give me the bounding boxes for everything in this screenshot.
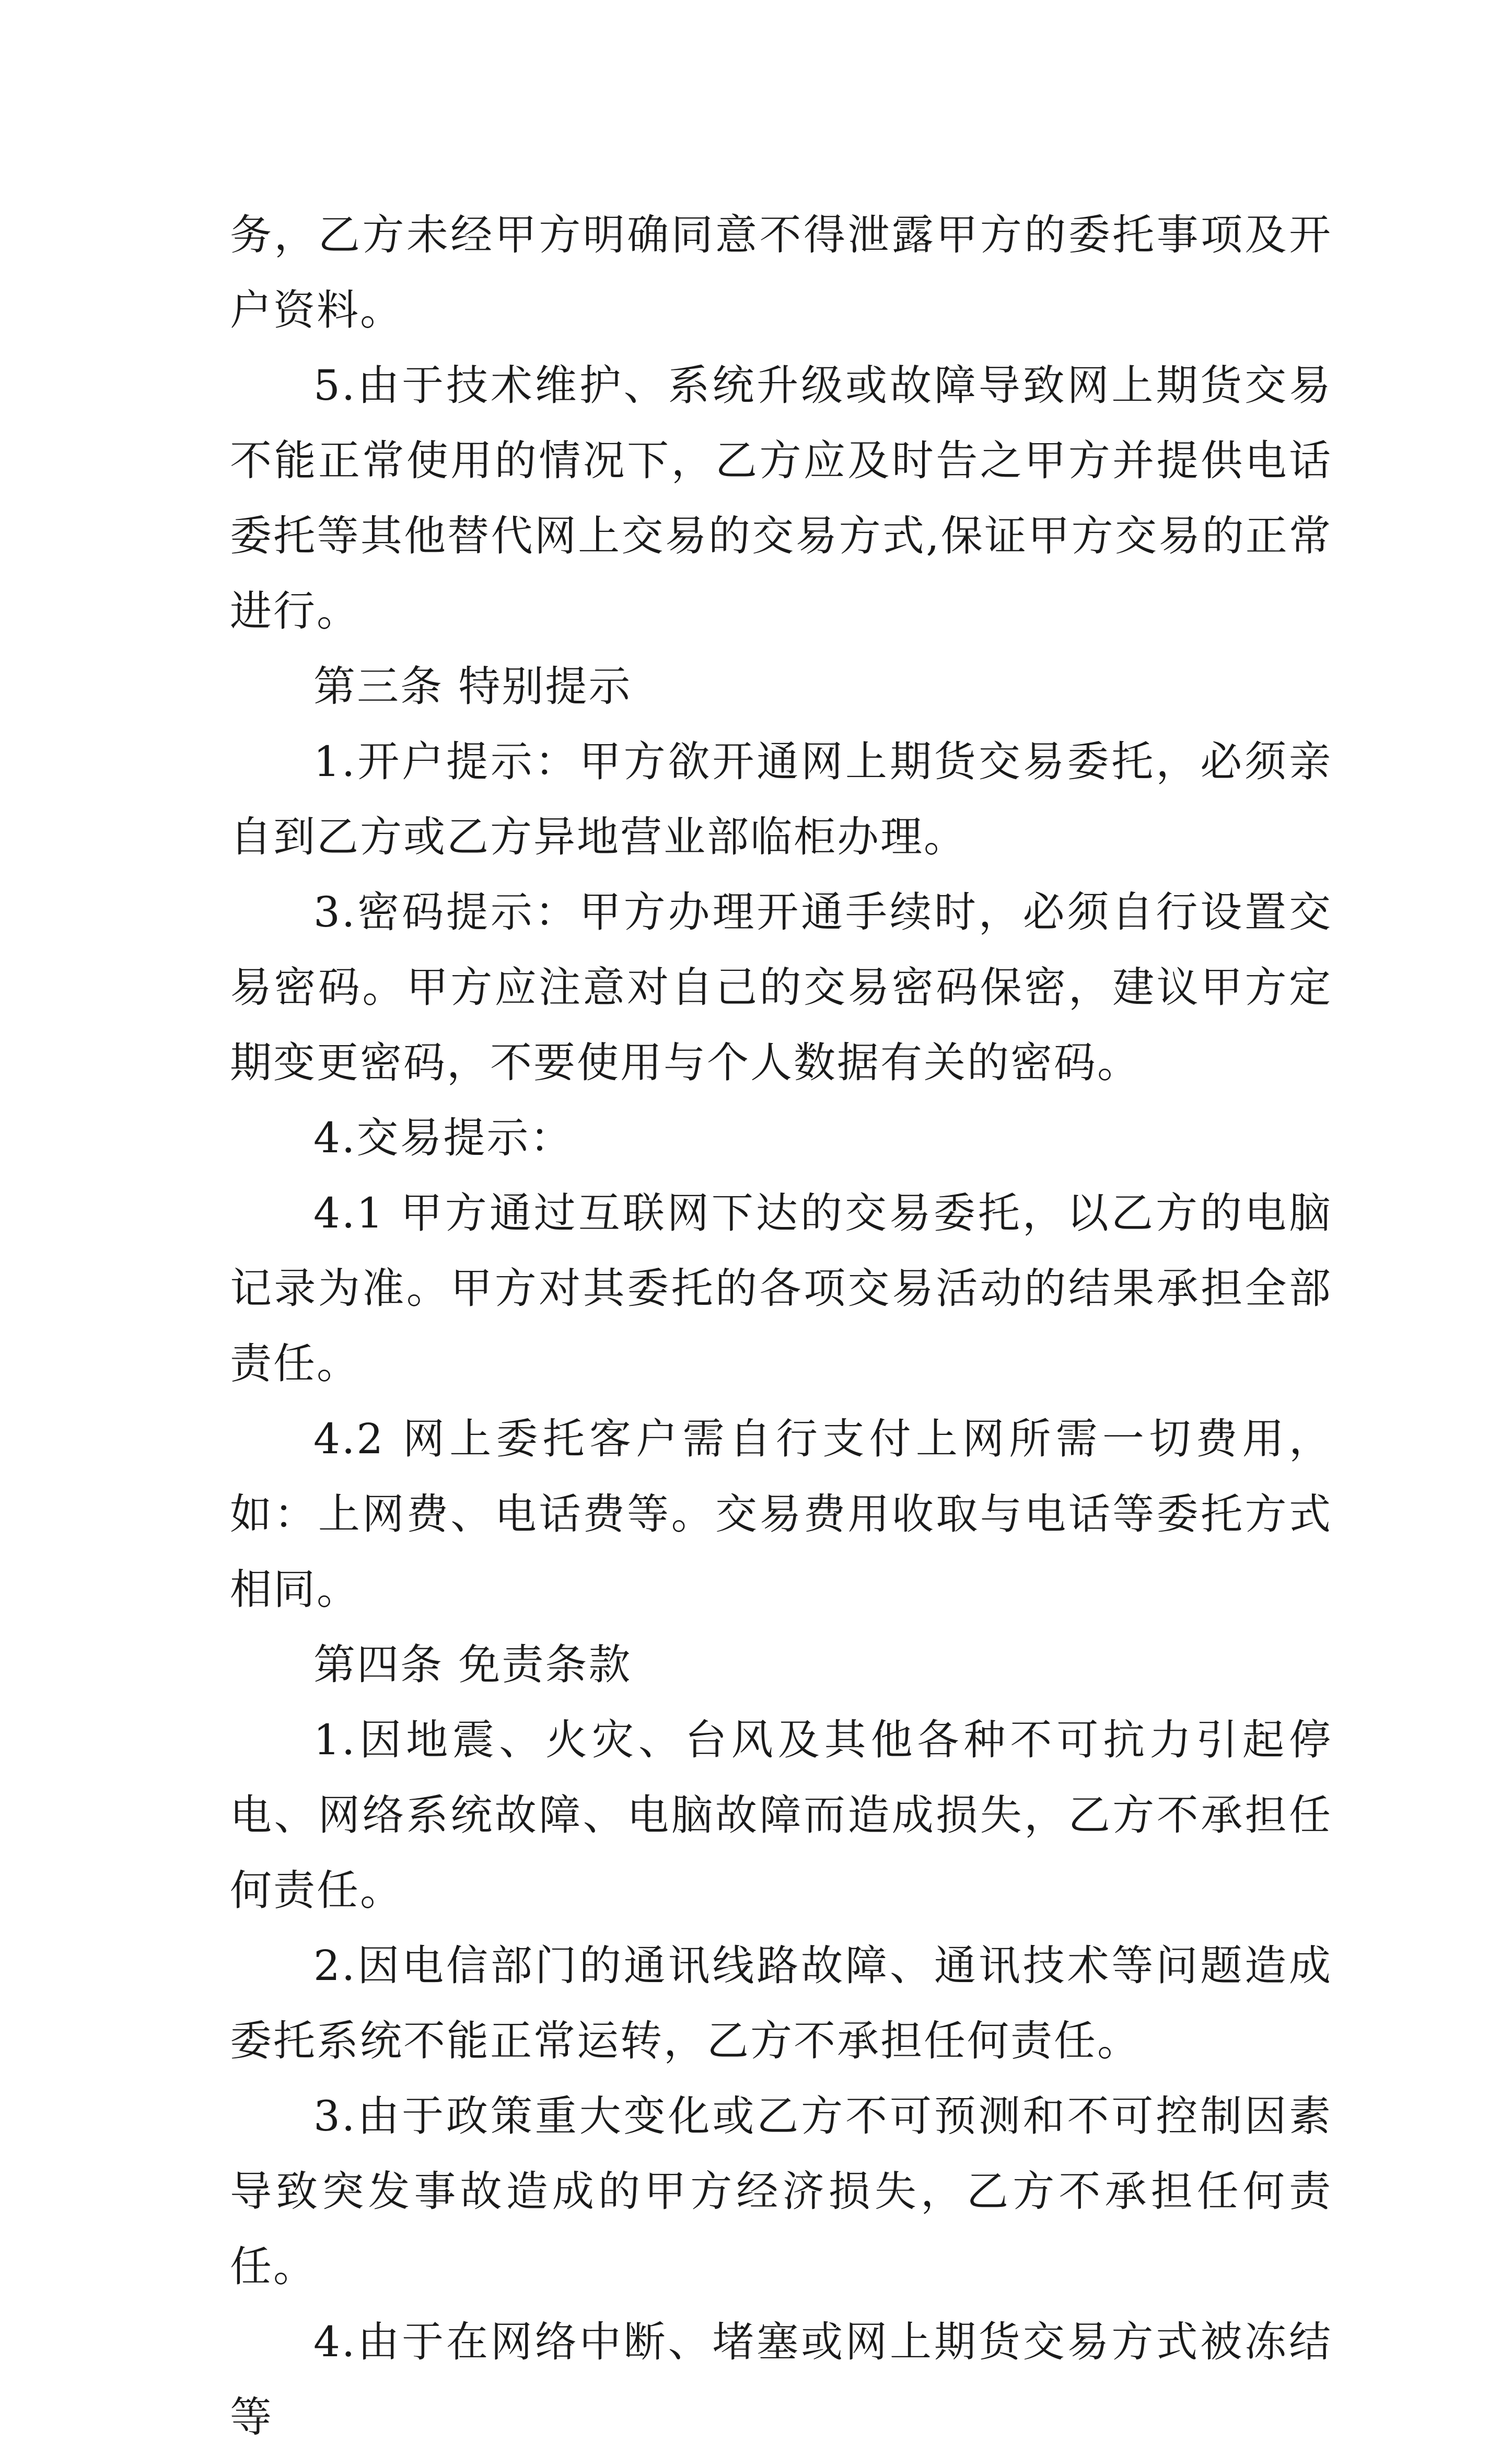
paragraph-trading-notice-heading: 4.交易提示： (313, 1114, 574, 1162)
paragraph-account-opening-notice: 1.开户提示：甲方欲开通网上期货交易委托，必须亲自到乙方或乙方异地营业部临柜办理。 (230, 737, 1332, 861)
document-body (230, 198, 1332, 2455)
paragraph-item-4-2: 4.2 网上委托客户需自行支付上网所需一切费用，如：上网费、电话费等。交易费用收取与电话等委托方式相同。 (230, 1415, 1332, 1614)
section-heading-article-4: 第四条 免责条款 (313, 1640, 632, 1689)
paragraph-item-4-1: 4.1 甲方通过互联网下达的交易委托，以乙方的电脑记录为准。甲方对其委托的各项交易活动的结果承担全部责任。 (230, 1189, 1332, 1388)
paragraph-item-5: 5.由于技术维护、系统升级或故障导致网上期货交易不能正常使用的情况下，乙方应及时告之甲方并提供电话委托等其他替代网上交易的交易方式,保证甲方交易的正常进行。 (230, 361, 1332, 635)
paragraph-disclaimer-3: 3.由于政策重大变化或乙方不可预测和不可控制因素导致突发事故造成的甲方经济损失，乙方不承担任何责任。 (230, 2092, 1332, 2291)
section-heading-article-3: 第三条 特别提示 (313, 662, 632, 711)
paragraph-disclaimer-2: 2.因电信部门的通讯线路故障、通讯技术等问题造成委托系统不能正常运转，乙方不承担任何责任。 (230, 1941, 1332, 2065)
paragraph-continuation: 务，乙方未经甲方明确同意不得泄露甲方的委托事项及开户资料。 (230, 211, 1332, 334)
paragraph-disclaimer-1: 1.因地震、火灾、台风及其他各种不可抗力引起停电、网络系统故障、电脑故障而造成损失，乙方不承担任何责任。 (230, 1716, 1332, 1915)
paragraph-password-notice: 3.密码提示：甲方办理开通手续时，必须自行设置交易密码。甲方应注意对自己的交易密码保密，建议甲方定期变更密码，不要使用与个人数据有关的密码。 (230, 888, 1332, 1087)
paragraph-disclaimer-4: 4.由于在网络中断、堵塞或网上期货交易方式被冻结等 (230, 2318, 1332, 2441)
